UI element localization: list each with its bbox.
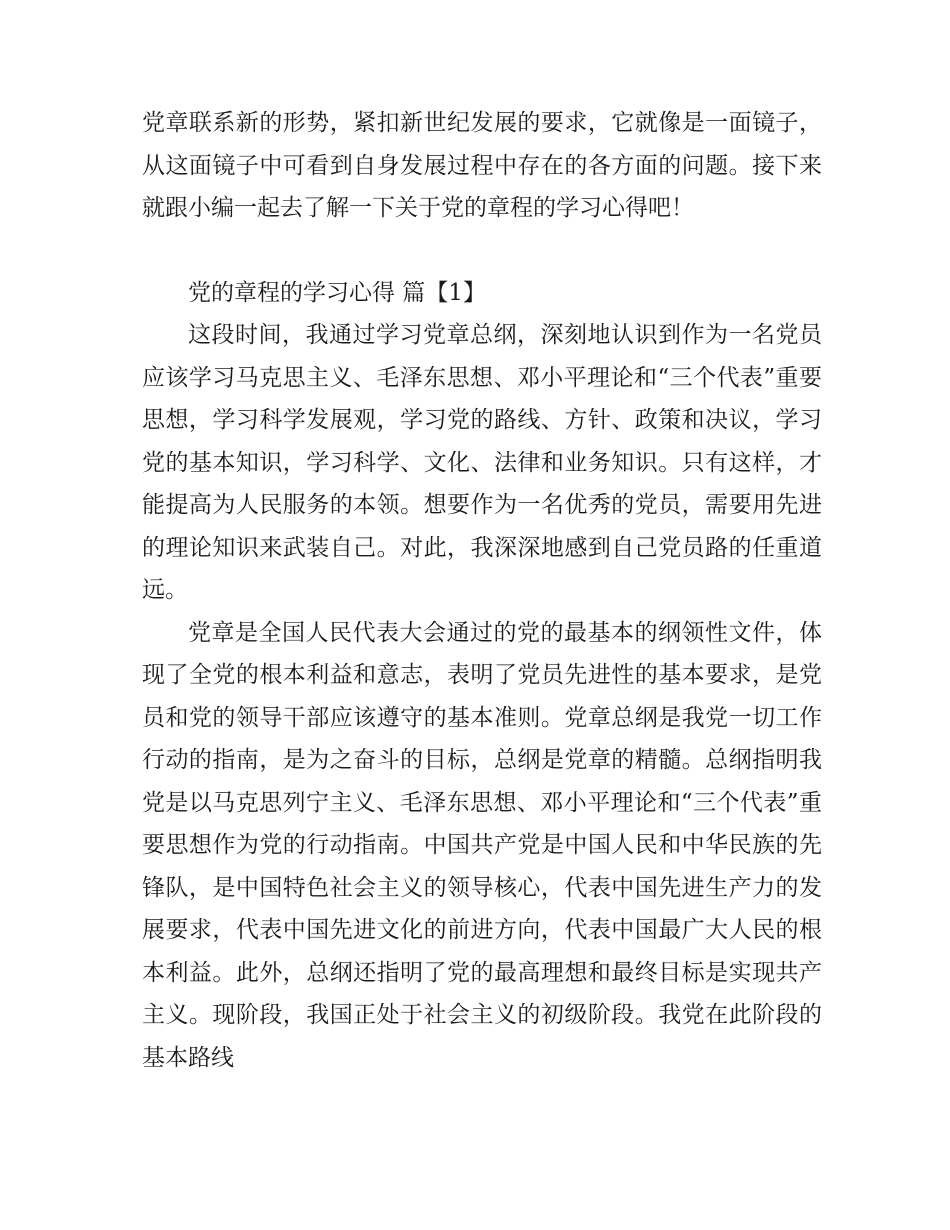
- body-paragraph-2: 党章是全国人民代表大会通过的党的最基本的纲领性文件，体现了全党的根本利益和意志，表明了党员先进性的基本要求，是党员和党的领导干部应该遵守的基本准则。党章总纲是我党一切工作行动的指南，是为之奋斗的目标，总纲是党章的精髓。总纲指明我党是以马克思列宁主义、毛泽东思想、邓小平理论和“三个代表”重要思想作为党的行动指南。中国共产党是中国人民和中华民族的先锋队，是中国特色社会主义的领导核心，代表中国先进生产力的发展要求，代表中国先进文化的前进方向，代表中国最广大人民的根本利益。此外，总纲还指明了党的最高理想和最终目标是实现共产主义。现阶段，我国正处于社会主义的初级阶段。我党在此阶段的基本路线: [142, 619, 822, 1071]
- section-heading: 党的章程的学习心得 篇【1】: [188, 279, 486, 306]
- body-paragraph-1: 这段时间，我通过学习党章总纲，深刻地认识到作为一名党员应该学习马克思主义、毛泽东思想、邓小平理论和“三个代表”重要思想，学习科学发展观，学习党的路线、方针、政策和决议，学习党的基本知识，学习科学、文化、法律和业务知识。只有这样，才能提高为人民服务的本领。想要作为一名优秀的党员，需要用先进的理论知识来武装自己。对此，我深深地感到自己党员路的任重道远。: [142, 322, 822, 603]
- document-page: [142, 102, 822, 1079]
- intro-paragraph: 党章联系新的形势，紧扣新世纪发展的要求，它就像是一面镜子，从这面镜子中可看到自身发展过程中存在的各方面的问题。接下来就跟小编一起去了解一下关于党的章程的学习心得吧！: [142, 110, 822, 221]
